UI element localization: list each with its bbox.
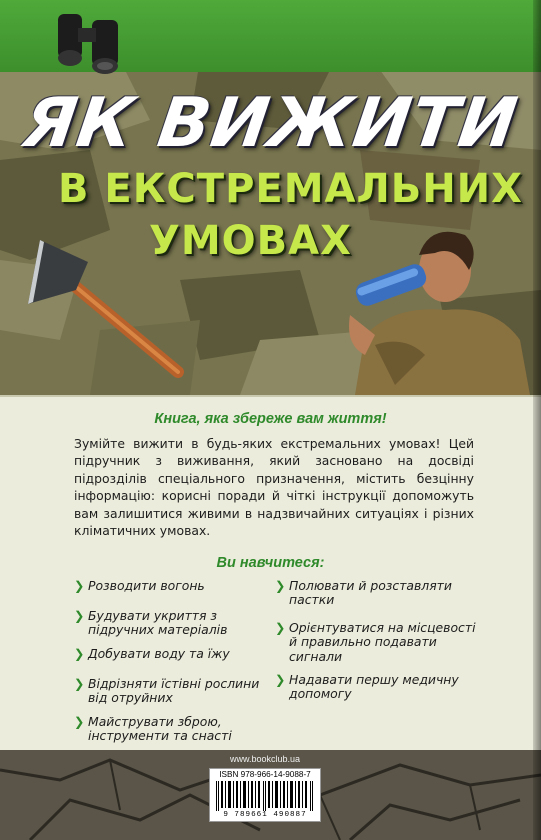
isbn-label: ISBN 978-966-14-9088-7 (219, 770, 311, 779)
chevron-right-icon: ❯ (275, 672, 286, 687)
barcode-icon (216, 781, 314, 811)
list-item: ❯ Добувати воду та їжу (74, 646, 230, 661)
man-drinking-photo (335, 225, 535, 395)
chevron-right-icon: ❯ (74, 608, 85, 623)
list-item: ❯ Надавати першу медичну допомогу (275, 672, 459, 702)
barcode-box (209, 768, 321, 822)
binoculars-icon (50, 6, 130, 76)
list-item: ❯ Розводити вогонь (74, 578, 205, 593)
list-item: ❯ Відрізняти їстівні рослини від отруйних (74, 676, 260, 706)
skills-list-right (275, 579, 485, 715)
title-line-3: УМОВАХ (149, 218, 352, 264)
list-item: ❯ Майструвати зброю, інструменти та снасті (74, 714, 232, 744)
chevron-right-icon: ❯ (275, 578, 286, 593)
tagline: Книга, яка збереже вам життя! (154, 411, 387, 427)
axe-icon (18, 232, 188, 382)
list-item: ❯ Орієнтуватися на місцевості й правильно подавати сигнали (275, 620, 476, 664)
chevron-right-icon: ❯ (74, 714, 85, 729)
barcode-digits: 9 789661 490887 (223, 811, 307, 819)
intro-paragraph: Зумійте вижити в будь-яких екстремальних умовах! Цей підручник з виживання, який засновано на досвіді підрозділів спеціального призначення, містить безцінну інформацію: корисні поради й чіткі інструкції допоможуть вам залишитися живими в надзвичайних ситуаціях і різних кліматичних умовах. (74, 436, 474, 539)
title-line-1: ЯК ВИЖИТИ (18, 84, 523, 163)
chevron-right-icon: ❯ (74, 578, 85, 593)
list-item: ❯ Полювати й розставляти пастки (275, 578, 452, 608)
publisher-website[interactable]: www.bookclub.ua (230, 754, 301, 764)
cover-top-section (0, 0, 541, 395)
chevron-right-icon: ❯ (74, 646, 85, 661)
description-panel (0, 395, 541, 752)
learn-heading: Ви навчитеся: (216, 555, 325, 571)
skills-list-left (74, 579, 266, 753)
spine-shadow (533, 0, 541, 840)
list-item: ❯ Будувати укриття з підручних матеріалів (74, 608, 228, 638)
chevron-right-icon: ❯ (74, 676, 85, 691)
chevron-right-icon: ❯ (275, 620, 286, 635)
title-line-2: В ЕКСТРЕМАЛЬНИХ (58, 166, 523, 212)
